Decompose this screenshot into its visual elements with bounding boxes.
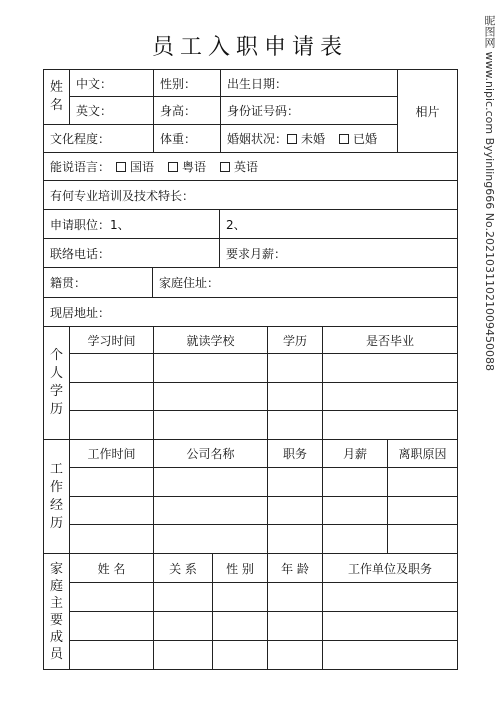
section-char: 作 [49, 479, 63, 495]
edu-header-degree: 学历 [267, 326, 323, 354]
table-cell[interactable] [153, 611, 213, 641]
table-cell[interactable] [267, 467, 323, 497]
work-header-title: 职务 [267, 439, 323, 468]
table-cell[interactable] [69, 496, 154, 525]
section-char: 历 [49, 515, 63, 531]
table-cell[interactable] [267, 524, 323, 554]
education-section-label [43, 326, 70, 440]
section-char: 成 [49, 629, 63, 645]
work-header-reason: 离职原因 [387, 439, 458, 468]
table-cell[interactable] [153, 353, 268, 383]
native-field[interactable]: 籍贯： [43, 267, 153, 298]
cantonese-label: 粤语 [182, 160, 207, 174]
name-char: 名 [49, 98, 63, 113]
cantonese-checkbox[interactable] [168, 162, 178, 172]
work-header-time: 工作时间 [69, 439, 154, 468]
table-cell[interactable] [267, 382, 323, 411]
table-cell[interactable] [69, 410, 154, 440]
table-cell[interactable] [322, 496, 388, 525]
family-header-name: 姓 名 [69, 553, 154, 583]
table-cell[interactable] [69, 611, 154, 641]
section-char: 人 [49, 366, 63, 381]
english-checkbox[interactable] [220, 162, 230, 172]
table-cell[interactable] [69, 382, 154, 411]
chinese-name-field[interactable]: 中文： [69, 69, 154, 97]
english-label: 英语 [234, 160, 259, 174]
family-header-age: 年 龄 [267, 553, 323, 583]
photo-box[interactable]: 相片 [397, 69, 458, 153]
section-char: 工 [49, 461, 63, 477]
section-char: 家 [49, 561, 63, 577]
current-address-field[interactable]: 现居地址： [43, 297, 458, 327]
unmarried-label: 未婚 [301, 132, 326, 146]
table-cell[interactable] [153, 640, 213, 670]
training-field[interactable]: 有何专业培训及技术特长： [43, 180, 458, 210]
watermark-id: Byyinling666 No.20210311021009450088 [483, 137, 496, 371]
table-cell[interactable] [69, 640, 154, 670]
table-cell[interactable] [322, 640, 458, 670]
section-char: 员 [49, 646, 63, 662]
table-cell[interactable] [153, 524, 268, 554]
section-char: 庭 [49, 578, 63, 594]
edu-header-time: 学习时间 [69, 326, 154, 354]
family-header-employer: 工作单位及职务 [322, 553, 458, 583]
section-char: 要 [49, 612, 63, 628]
work-header-salary: 月薪 [322, 439, 388, 468]
family-header-relation: 关 系 [153, 553, 213, 583]
name-label [43, 69, 70, 125]
table-cell[interactable] [153, 582, 213, 612]
form-title: 员工入职申请表 [151, 35, 348, 60]
table-cell[interactable] [322, 467, 388, 497]
table-cell[interactable] [212, 582, 268, 612]
table-cell[interactable] [69, 467, 154, 497]
table-cell[interactable] [387, 467, 458, 497]
work-header-company: 公司名称 [153, 439, 268, 468]
section-char: 个 [49, 348, 63, 363]
table-cell[interactable] [267, 582, 323, 612]
table-cell[interactable] [153, 410, 268, 440]
table-cell[interactable] [212, 611, 268, 641]
marital-field [220, 124, 398, 153]
languages-row [43, 152, 458, 181]
home-address-field[interactable]: 家庭住址： [152, 267, 458, 298]
table-cell[interactable] [69, 582, 154, 612]
table-cell[interactable] [267, 496, 323, 525]
table-cell[interactable] [322, 611, 458, 641]
table-cell[interactable] [267, 611, 323, 641]
edu-header-school: 就读学校 [153, 326, 268, 354]
gender-field[interactable]: 性别： [153, 69, 221, 97]
family-header-gender: 性 别 [212, 553, 268, 583]
table-cell[interactable] [322, 524, 388, 554]
birthdate-field[interactable]: 出生日期： [220, 69, 398, 97]
family-section-label [43, 553, 70, 670]
position1-field[interactable]: 申请职位：1、 [43, 209, 220, 239]
mandarin-label: 国语 [130, 160, 155, 174]
table-cell[interactable] [322, 582, 458, 612]
salary-field[interactable]: 要求月薪： [219, 238, 458, 268]
english-name-field[interactable]: 英文： [69, 96, 154, 125]
table-cell[interactable] [69, 353, 154, 383]
weight-field[interactable]: 体重： [153, 124, 221, 153]
table-cell[interactable] [322, 382, 458, 411]
table-cell[interactable] [387, 524, 458, 554]
watermark-site: 昵图网 www.nipic.com [483, 15, 496, 135]
unmarried-checkbox[interactable] [287, 134, 297, 144]
work-section-label [43, 439, 70, 554]
table-cell[interactable] [212, 640, 268, 670]
education-field[interactable]: 文化程度： [43, 124, 154, 153]
table-cell[interactable] [322, 353, 458, 383]
table-cell[interactable] [322, 410, 458, 440]
married-checkbox[interactable] [339, 134, 349, 144]
table-cell[interactable] [267, 410, 323, 440]
table-cell[interactable] [69, 524, 154, 554]
table-cell[interactable] [153, 467, 268, 497]
mandarin-checkbox[interactable] [116, 162, 126, 172]
height-field[interactable]: 身高： [153, 96, 221, 125]
position2-field[interactable]: 2、 [219, 209, 458, 239]
table-cell[interactable] [267, 353, 323, 383]
table-cell[interactable] [153, 496, 268, 525]
section-char: 主 [49, 595, 63, 611]
id-number-field[interactable]: 身份证号码： [220, 96, 398, 125]
table-cell[interactable] [387, 496, 458, 525]
table-cell[interactable] [267, 640, 323, 670]
section-char: 历 [49, 402, 63, 417]
married-label: 已婚 [353, 132, 378, 146]
name-char: 姓 [49, 80, 63, 95]
watermark [479, 15, 499, 705]
languages-label: 能说语言： [50, 160, 111, 174]
table-cell[interactable] [153, 382, 268, 411]
section-char: 经 [49, 497, 63, 513]
section-char: 学 [49, 384, 63, 399]
edu-header-graduated: 是否毕业 [322, 326, 458, 354]
phone-field[interactable]: 联络电话： [43, 238, 220, 268]
marital-label: 婚姻状况： [227, 132, 288, 146]
